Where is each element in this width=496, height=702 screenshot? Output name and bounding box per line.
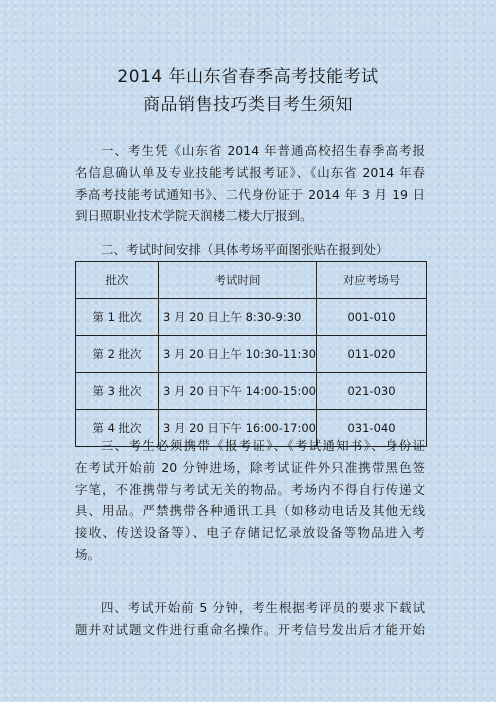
batch-cell: 第 3 批次: [76, 373, 159, 410]
time-cell: 3 月 20 日下午 16:00-17:00: [159, 410, 317, 447]
table-row: [76, 373, 427, 410]
time-cell: 3 月 20 日下午 14:00-15:00: [159, 373, 317, 410]
document-title-line2: 商品销售技巧类目考生须知: [143, 95, 353, 115]
section-1-line: 一、考生凭《山东省 2014 年普通高校招生春季高考报: [101, 143, 425, 158]
section-3-line: 接收、传送设备等）、电子存储记忆录放设备等物品进入考: [75, 525, 425, 541]
time-cell: 3 月 20 日上午 8:30-9:30: [159, 299, 317, 336]
section-1-line: 季高考技能考试通知书》、二代身份证于 2014 年 3 月 19 日: [75, 186, 425, 202]
section-3-line: 在考试开始前 20 分钟进场，除考试证件外只准携带黑色签: [75, 459, 425, 475]
table-row: [76, 336, 427, 373]
room-cell: 011-020: [317, 336, 427, 373]
section-1-line: 名信息确认单及专业技能考试报考证》、《山东省 2014 年春: [75, 164, 425, 180]
exam-schedule-table: [75, 261, 427, 447]
room-cell: 001-010: [317, 299, 427, 336]
document-title-line1: 2014 年山东省春季高考技能考试: [117, 67, 379, 87]
section-4-paragraph: [75, 597, 425, 641]
batch-cell: 第 2 批次: [76, 336, 159, 373]
section-2-heading: 二、考试时间安排（具体考场平面图张贴在报到处）: [101, 242, 389, 257]
batch-cell: 第 4 批次: [76, 410, 159, 447]
table-header-row: [76, 262, 427, 299]
section-3-line: 具、用品。严禁携带各种通讯工具（如移动电话及其他无线: [75, 503, 425, 519]
section-4-line: 题并对试题文件进行重命名操作。开考信号发出后才能开始: [75, 621, 425, 637]
section-3-line: 场。: [75, 546, 101, 562]
section-4-line: 四、考试开始前 5 分钟，考生根据考评员的要求下载试: [101, 600, 425, 615]
table-header-cell: 对应考场号: [317, 262, 427, 299]
room-cell: 021-030: [317, 373, 427, 410]
section-1-paragraph: [75, 140, 425, 227]
table-header-cell: 考试时间: [159, 262, 317, 299]
section-1-line: 到日照职业技术学院天润楼二楼大厅报到。: [75, 208, 313, 224]
section-3-paragraph: [75, 435, 425, 566]
section-3-line: 字笔，不准携带与考试无关的物品。考场内不得自行传递文: [75, 481, 425, 497]
batch-cell: 第 1 批次: [76, 299, 159, 336]
section-3-line: 三、考生必须携带《报考证》、《考试通知书》、身份证: [101, 438, 425, 453]
table-header-cell: 批次: [76, 262, 159, 299]
time-cell: 3 月 20 日上午 10:30-11:30: [159, 336, 317, 373]
room-cell: 031-040: [317, 410, 427, 447]
table-row: [76, 299, 427, 336]
